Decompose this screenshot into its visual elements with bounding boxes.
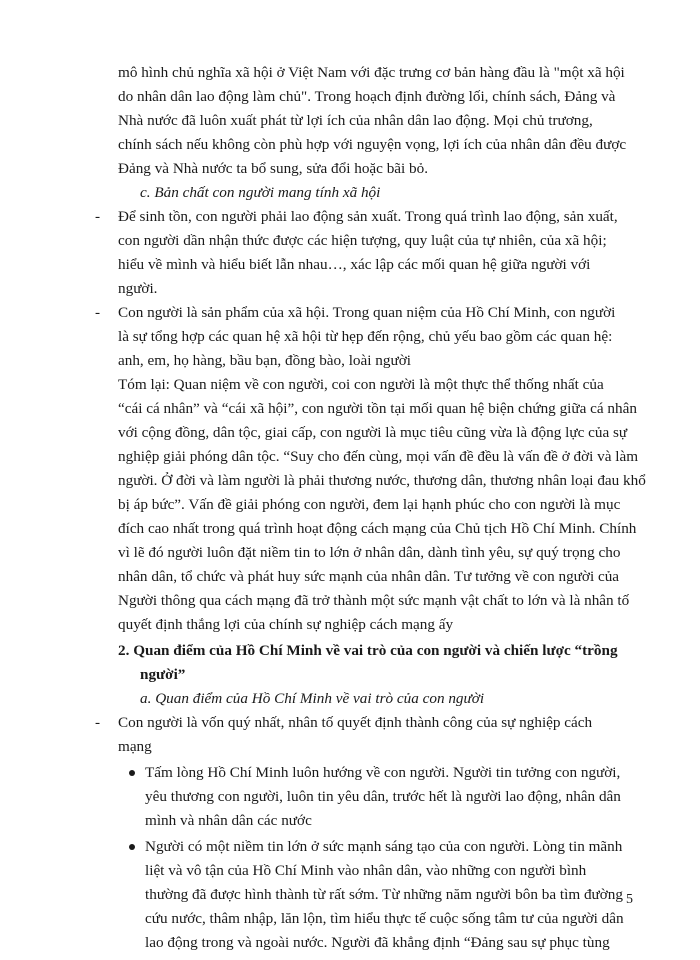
text-line: Người thông qua cách mạng đã trở thành một sức mạnh vật chất to lớn và là nhân tố — [118, 592, 630, 609]
dash-marker: - — [95, 304, 101, 321]
bullet-icon — [129, 844, 135, 850]
text-line: Để sinh tồn, con người phải lao động sản xuất. Trong quá trình lao động, sản xuất, — [118, 208, 618, 225]
text-line: Nhà nước đã luôn xuất phát từ lợi ích của nhân dân lao động. Mọi chủ trương, — [118, 112, 593, 129]
bullet-icon — [129, 770, 135, 776]
dash-marker: - — [95, 208, 101, 225]
text-line: cứu nước, thâm nhập, lăn lộn, tìm hiểu thực tế cuộc sống tâm tư của người dân — [145, 910, 624, 927]
text-line: Con người là sản phẩm của xã hội. Trong quan niệm của Hồ Chí Minh, con người — [118, 304, 616, 321]
text-line: anh, em, họ hàng, bầu bạn, đồng bào, loài người — [118, 352, 411, 369]
subsection-heading: c. Bản chất con người mang tính xã hội — [140, 184, 381, 201]
text-line: lao động trong và ngoài nước. Người đã khẳng định “Đảng sau sự phục tùng — [145, 934, 610, 951]
text-line: nhân dân, tổ chức và phát huy sức mạnh của nhân dân. Tư tưởng về con người của — [118, 568, 620, 585]
text-line: chính sách nếu không còn phù hợp với nguyện vọng, lợi ích của nhân dân đều được — [118, 136, 627, 153]
dash-marker: - — [95, 714, 101, 731]
section-heading: 2. Quan điểm của Hồ Chí Minh về vai trò của con người và chiến lược “trồng — [118, 642, 618, 659]
text-line: hiểu về mình và hiểu biết lẫn nhau…, xác lập các mối quan hệ giữa người với — [118, 256, 591, 273]
text-line: đích cao nhất trong quá trình hoạt động cách mạng của Chủ tịch Hồ Chí Minh. Chính — [118, 520, 637, 537]
text-line: bị áp bức”. Vấn đề giải phóng con người, đem lại hạnh phúc cho con người là mục — [118, 496, 621, 513]
text-line: Con người là vốn quý nhất, nhân tố quyết định thành công của sự nghiệp cách — [118, 714, 593, 731]
text-line: do nhân dân lao động làm chủ". Trong hoạch định đường lối, chính sách, Đảng và — [118, 88, 616, 105]
text-line: Đảng và Nhà nước ta bổ sung, sửa đổi hoặc bãi bỏ. — [118, 160, 429, 177]
text-line: liệt và vô tận của Hồ Chí Minh vào nhân dân, vào những con người bình — [145, 862, 587, 879]
subsection-heading: a. Quan điểm của Hồ Chí Minh về vai trò của con người — [140, 690, 485, 707]
text-line: quyết định thắng lợi của chính sự nghiệp cách mạng ấy — [118, 616, 454, 633]
text-line: thường đã được hình thành từ rất sớm. Từ những năm người bôn ba tìm đường — [145, 886, 623, 903]
section-heading: người” — [140, 666, 186, 683]
text-line: yêu thương con người, luôn tin yêu dân, trước hết là người lao động, nhân dân — [145, 788, 621, 805]
text-line: mình và nhân dân các nước — [145, 812, 312, 829]
text-line: nghiệp giải phóng dân tộc. “Suy cho đến cùng, mọi vấn đề đều là vấn đề ở đời và làm — [118, 448, 639, 465]
text-line: người. Ở đời và làm người là phải thương nước, thương dân, thương nhân loại đau khổ — [118, 472, 646, 489]
page-number: 5 — [626, 892, 633, 907]
text-line: với cộng đồng, dân tộc, giai cấp, con người là mục tiêu cũng vừa là động lực của sự — [118, 424, 628, 441]
text-line: mô hình chủ nghĩa xã hội ở Việt Nam với đặc trưng cơ bản hàng đầu là "một xã hội — [118, 64, 625, 81]
text-line: vì lẽ đó người luôn đặt niềm tin to lớn ở nhân dân, dành tình yêu, sự quý trọng cho — [118, 544, 621, 561]
text-line: Tấm lòng Hồ Chí Minh luôn hướng về con người. Người tin tưởng con người, — [145, 764, 621, 781]
text-line: là sự tổng hợp các quan hệ xã hội từ hẹp đến rộng, chủ yếu bao gồm các quan hệ: — [118, 328, 613, 345]
text-line: mạng — [118, 738, 152, 755]
text-line: Người có một niềm tin lớn ở sức mạnh sáng tạo của con người. Lòng tin mãnh — [145, 838, 623, 855]
text-line: người. — [118, 280, 158, 297]
text-line: Tóm lại: Quan niệm về con người, coi con người là một thực thể thống nhất của — [118, 376, 604, 393]
text-line: “cái cá nhân” và “cái xã hội”, con người tồn tại mối quan hệ biện chứng giữa cá nhân — [118, 400, 637, 417]
text-line: con người dần nhận thức được các hiện tượng, quy luật của tự nhiên, của xã hội; — [118, 232, 607, 249]
